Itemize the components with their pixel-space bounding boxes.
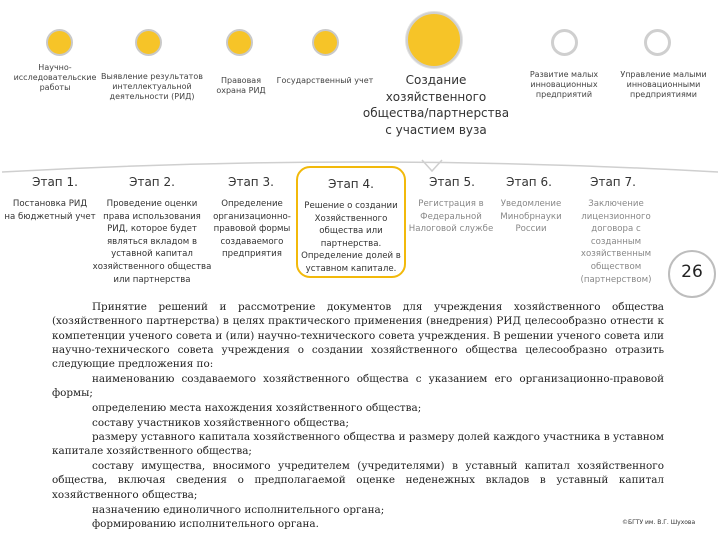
list-item: назначению единоличного исполнительного органа; xyxy=(92,504,385,516)
etap-7-desc: Заключение лицензионного договора с созданным хозяйственным обществом (партнерством) xyxy=(580,199,652,285)
etap-4-desc: Решение о создании Хозяйственного общества или партнерства. Определение долей в уставном капитале. xyxy=(301,201,401,274)
stage-1-circle xyxy=(46,29,73,56)
etap-2-desc: Проведение оценки права использования РИД, которое будет являться вкладом в уставной капитал хозяйственного общества или партнерства xyxy=(92,199,212,285)
stage-2-circle xyxy=(135,29,162,56)
etap-4-title: Этап 4. xyxy=(328,177,374,191)
stage-6-label: Развитие малых инновационных предприятий xyxy=(529,70,599,99)
etap-6-desc: Уведомление Минобрнауки России xyxy=(500,199,562,235)
stage-4-label: Государственный учет xyxy=(276,76,374,85)
stage-7-circle xyxy=(644,29,671,56)
intro-paragraph: Принятие решений и рассмотрение документов для учреждения хозяйственного общества (хозяйственного партнерства) в целях практического применения (внедрения) РИД целесообразно отнести к компетенции ученого совета и (или) научно-технического совета учреждения. В решении ученого совета или научно-технического совета учреждения о создании хозяйственного общества целесообразно отразить следующие предложения по: xyxy=(52,301,664,371)
etap-6-title: Этап 6. xyxy=(506,175,552,189)
list-item: размеру уставного капитала хозяйственного общества и размеру долей каждого участника в уставном капитале хозяйственного общества; xyxy=(52,431,664,458)
stage-7-label: Управление малыми инновационными предприятиями xyxy=(620,70,707,99)
stage-5-circle-current xyxy=(406,12,462,68)
etap-7-title: Этап 7. xyxy=(590,175,636,189)
etap-5-desc: Регистрация в Федеральной Налоговой службе xyxy=(408,199,494,235)
list-item: формированию исполнительного органа. xyxy=(92,518,319,530)
list-item: составу имущества, вносимого учредителем (учредителями) в уставный капитал хозяйственного общества, включая сведения о предполагаемой оценке неденежных вкладов в уставный капитал хозяйственного общества; xyxy=(52,460,664,501)
list-item: составу участников хозяйственного общества; xyxy=(92,417,349,429)
stage-3-circle xyxy=(226,29,253,56)
etap-3-title: Этап 3. xyxy=(228,175,274,189)
etap-1-title: Этап 1. xyxy=(32,175,78,189)
etap-2-title: Этап 2. xyxy=(129,175,175,189)
stage-1-label: Научно- исследовательские работы xyxy=(13,63,97,92)
etap-1-desc: Постановка РИД на бюджетный учет xyxy=(4,199,96,222)
slide-number-badge: 26 xyxy=(668,250,716,298)
stage-2-label: Выявление результатов интеллектуальной деятельности (РИД) xyxy=(101,72,203,101)
stage-3-label: Правовая охрана РИД xyxy=(216,76,266,95)
etap-5-title: Этап 5. xyxy=(429,175,475,189)
list-item: определению места нахождения хозяйственного общества; xyxy=(92,402,422,414)
etap-3-desc: Определение организационно- правовой формы создаваемого предприятия xyxy=(213,199,291,260)
footer-copyright: ©БГТУ им. В.Г. Шухова xyxy=(622,519,696,526)
list-item: наименованию создаваемого хозяйственного общества с указанием его организационно-правовой формы; xyxy=(52,373,664,400)
stage-6-circle xyxy=(551,29,578,56)
stage-4-circle xyxy=(312,29,339,56)
stage-5-label-current: Создание хозяйственного общества/партнерства с участием вуза xyxy=(362,73,510,137)
